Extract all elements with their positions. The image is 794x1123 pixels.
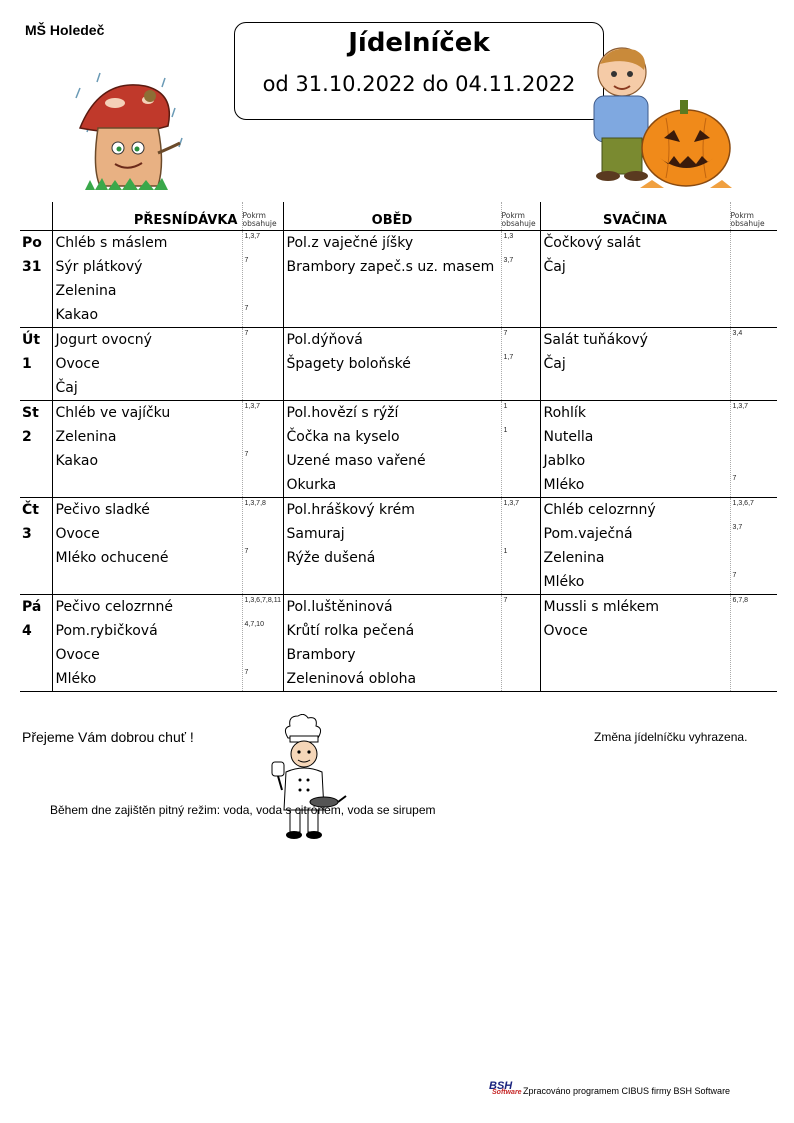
lunch-allergen-cell [501,498,540,595]
menu-item: Pol.hovězí s rýží [286,405,399,421]
snack-allergen-cell [730,498,777,595]
menu-item: Chléb ve vajíčku [55,405,171,421]
menu-item: Zelenina [543,550,605,566]
allergen-header: Pokrm obsahuje [501,202,540,231]
menu-item: Pom.rybičková [55,623,158,639]
allergen-codes: 3,7 [503,257,514,264]
breakfast-allergen-cell [242,231,283,328]
menu-item: Zelenina [55,429,117,445]
menu-item: Mléko ochucené [55,550,169,566]
lunch-cell [283,401,501,498]
allergen-codes [731,231,778,255]
menu-item: Pom.vaječná [543,526,633,542]
allergen-codes [731,425,778,449]
menu-item: Kakao [55,307,99,323]
day-name: Pá [22,599,42,615]
day-cell [20,231,52,328]
allergen-codes [243,376,283,400]
snack-cell [540,231,730,328]
menu-item: Brambory zapeč.s uz. masem [286,259,495,275]
lunch-allergen-cell [501,595,540,692]
menu-item: Pol.dýňová [286,332,363,348]
lunch-allergen-cell [501,401,540,498]
allergen-codes [731,255,778,279]
menu-item: Pečivo celozrnné [55,599,173,615]
menu-item: Jogurt ovocný [55,332,152,348]
menu-item: Brambory [286,647,356,663]
menu-item: Mussli s mlékem [543,599,660,615]
date-range: od 31.10.2022 do 04.11.2022 [262,72,576,96]
allergen-codes [731,619,778,643]
snack-cell [540,401,730,498]
menu-item: Pol.z vaječné jíšky [286,235,414,251]
menu-item: Čaj [543,356,566,372]
footer-text: Zpracováno programem CIBUS firmy BSH Software [523,1086,731,1096]
day-number: 3 [22,526,32,542]
allergen-codes [502,473,540,497]
allergen-codes [243,352,283,376]
snack-cell [540,498,730,595]
snack-allergen-cell [730,595,777,692]
breakfast-cell [52,328,242,401]
allergen-codes: 1,3,7 [244,233,261,240]
menu-body [20,231,777,692]
day-number: 2 [22,429,32,445]
menu-item: Čočka na kyselo [286,429,400,445]
allergen-codes [502,449,540,473]
menu-item: Chléb s máslem [55,235,168,251]
lunch-cell [283,231,501,328]
allergen-codes [243,643,283,667]
allergen-codes: 7 [503,330,508,337]
snack-cell [540,328,730,401]
day-row [20,595,777,692]
menu-item: Jablko [543,453,586,469]
allergen-codes: 7 [244,669,249,676]
allergen-codes: 7 [244,305,249,312]
page-title: Jídelníček [348,28,490,58]
breakfast-allergen-cell [242,498,283,595]
breakfast-allergen-cell [242,401,283,498]
snack-allergen-cell [730,231,777,328]
day-cell [20,595,52,692]
menu-item: Krůtí rolka pečená [286,623,415,639]
breakfast-cell [52,231,242,328]
day-row [20,328,777,401]
menu-item: Mléko [543,574,585,590]
menu-item: Rýže dušená [286,550,376,566]
allergen-codes: 3,4 [732,330,743,337]
school-name: MŠ Holedeč [25,22,105,38]
lunch-allergen-cell [501,328,540,401]
menu-item: Uzené maso vařené [286,453,426,469]
lunch-cell [283,498,501,595]
allergen-codes [502,667,540,691]
day-number: 31 [22,259,42,275]
allergen-codes [731,352,778,376]
allergen-codes: 7 [244,451,249,458]
menu-item: Salát tuňákový [543,332,648,348]
menu-item: Čaj [543,259,566,275]
breakfast-allergen-cell [242,595,283,692]
snack-allergen-cell [730,401,777,498]
wish-text: Přejeme Vám dobrou chuť ! [22,729,194,745]
allergen-codes: 1,3,6,7,8,11 [244,597,281,604]
menu-item: Pol.luštěninová [286,599,393,615]
chef-icon [268,714,348,842]
menu-item: Čaj [55,380,78,396]
menu-item: Zelenina [55,283,117,299]
allergen-codes: 6,7,8 [732,597,749,604]
menu-item: Zeleninová obloha [286,671,417,687]
day-row [20,231,777,328]
allergen-codes: 7 [244,548,249,555]
menu-item: Pol.hráškový krém [286,502,415,518]
allergen-codes [502,643,540,667]
allergen-codes: 3,7 [732,524,743,531]
day-cell [20,401,52,498]
day-cell [20,498,52,595]
allergen-codes: 7 [244,257,249,264]
allergen-codes: 4,7,10 [244,621,264,628]
breakfast-cell [52,401,242,498]
lunch-cell [283,595,501,692]
day-name: Čt [22,502,39,518]
menu-item: Špagety boloňské [286,356,411,372]
allergen-codes: 1,3,7 [503,500,520,507]
menu-item: Rohlík [543,405,586,421]
header-row [20,202,777,231]
menu-item: Nutella [543,429,594,445]
allergen-codes: 1,7 [503,354,514,361]
day-name: Po [22,235,42,251]
menu-item: Ovoce [55,356,100,372]
allergen-codes: 1 [503,427,508,434]
corner-cell [20,202,52,231]
day-number: 4 [22,623,32,639]
lunch-allergen-cell [501,231,540,328]
allergen-codes: 7 [503,597,508,604]
menu-item: Ovoce [543,623,588,639]
allergen-codes: 1,3,7 [732,403,749,410]
allergen-codes: 1,3 [503,233,514,240]
allergen-codes [502,619,540,643]
allergen-codes [243,425,283,449]
allergen-header: Pokrm obsahuje [730,202,777,231]
snack-header: SVAČINA [540,202,730,231]
day-row [20,498,777,595]
allergen-codes: 1 [503,548,508,555]
menu-item: Ovoce [55,526,100,542]
menu-item: Pečivo sladké [55,502,150,518]
menu-item: Mléko [55,671,97,687]
menu-item: Kakao [55,453,99,469]
boy-with-pumpkin-icon [580,38,740,198]
snack-cell [540,595,730,692]
lunch-header: OBĚD [283,202,501,231]
bsh-logo: BSH Software [489,1080,522,1096]
allergen-codes [731,546,778,570]
allergen-codes [243,522,283,546]
drinking-regime-note: Během dne zajištěn pitný režim: voda, voda s citrónem, voda se sirupem [50,803,436,817]
menu-item: Samuraj [286,526,345,542]
allergen-codes [502,522,540,546]
change-note: Změna jídelníčku vyhrazena. [594,730,748,744]
allergen-codes: 7 [732,572,737,579]
day-name: Út [22,332,41,348]
breakfast-allergen-cell [242,328,283,401]
allergen-codes: 1,3,7 [244,403,261,410]
allergen-codes: 1,3,6,7 [732,500,754,507]
breakfast-header: PŘESNÍDÁVKA [52,202,242,231]
day-cell [20,328,52,401]
allergen-codes [243,279,283,303]
menu-item: Mléko [543,477,585,493]
allergen-header: Pokrm obsahuje [242,202,283,231]
allergen-codes [731,449,778,473]
allergen-codes: 7 [732,475,737,482]
allergen-codes: 1,3,7,8 [244,500,266,507]
allergen-codes: 7 [244,330,249,337]
lunch-cell [283,328,501,401]
menu-item: Chléb celozrnný [543,502,656,518]
menu-item: Sýr plátkový [55,259,143,275]
day-number: 1 [22,356,32,372]
mushroom-icon [70,68,190,200]
day-name: St [22,405,39,421]
menu-item: Čočkový salát [543,235,641,251]
menu-table [20,202,777,692]
breakfast-cell [52,595,242,692]
menu-item: Okurka [286,477,337,493]
snack-allergen-cell [730,328,777,401]
menu-item: Ovoce [55,647,100,663]
day-row [20,401,777,498]
breakfast-cell [52,498,242,595]
allergen-codes: 1 [503,403,508,410]
